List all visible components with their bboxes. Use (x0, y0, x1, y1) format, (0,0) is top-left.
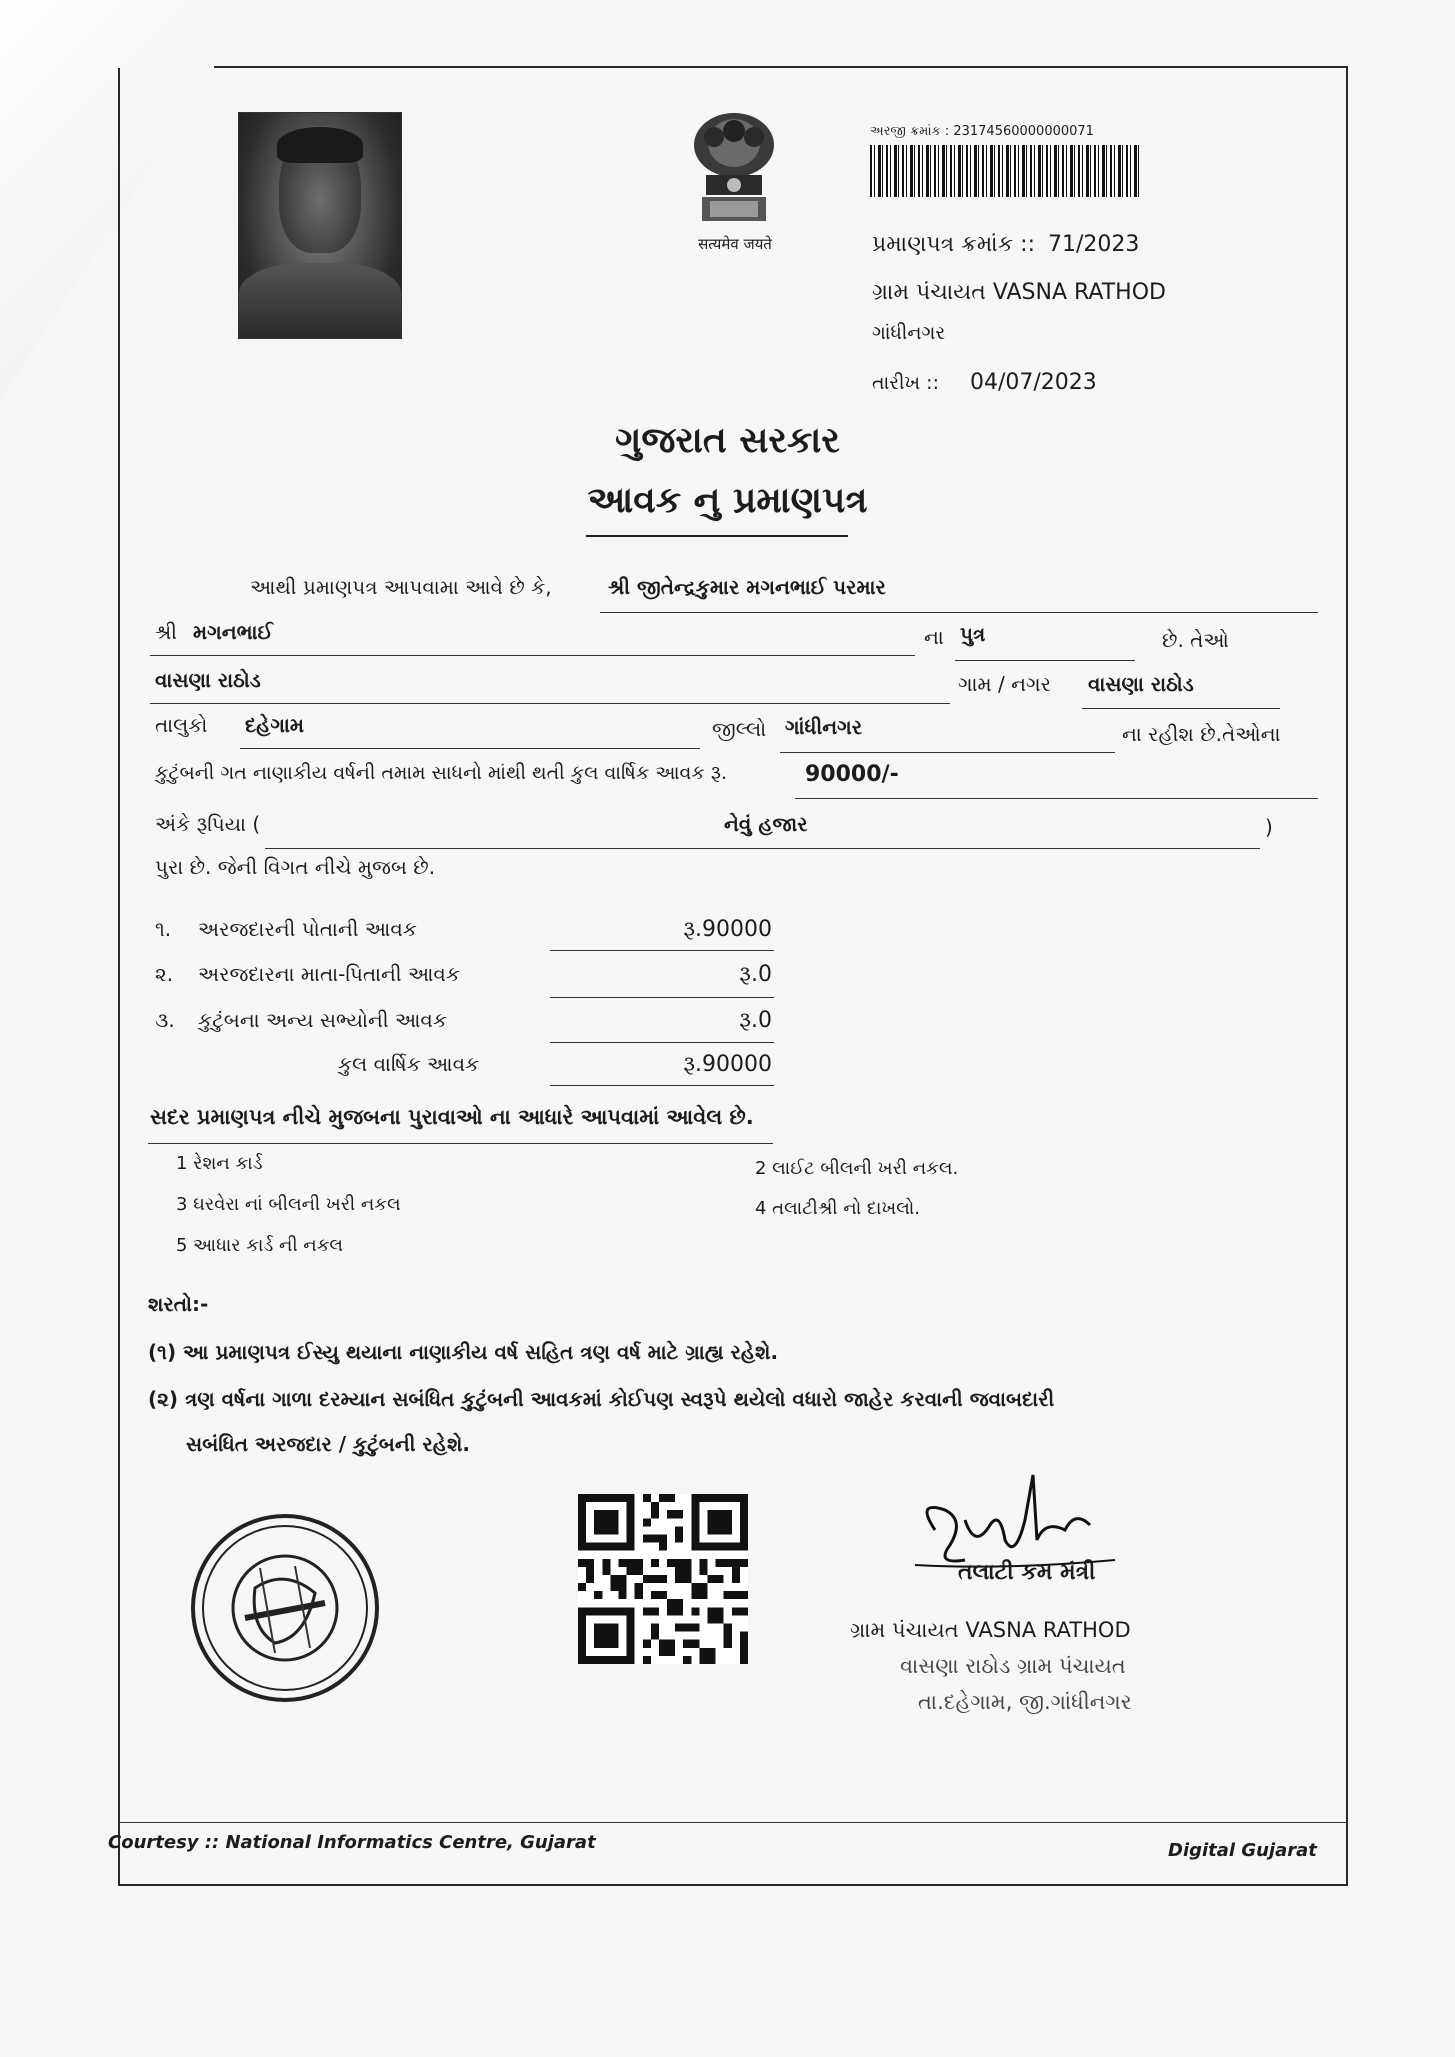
proof-item-5: 5 આધાર કાર્ડ ની નકલ (176, 1235, 344, 1256)
income-sentence: કુટુંબની ગત નાણાકીય વર્ષની તમામ સાધનો માંથી થતી કુલ વાર્ષિક આવક રૂ. (155, 762, 727, 784)
condition-2-cont: સબંધિત અરજદાર / કુટુંબની રહેશે. (186, 1432, 470, 1456)
resident-text: ના રહીશ છે.તેઓના (1122, 722, 1281, 746)
income-row-1-label: અરજદારની પોતાની આવક (198, 917, 417, 941)
underline-taluka (240, 748, 700, 749)
underline-row-2 (550, 997, 774, 998)
footer-brand: Digital Gujarat (1168, 1840, 1317, 1861)
proof-item-1: 1 રેશન કાર્ડ (176, 1153, 263, 1174)
signatory-designation: તલાટી કમ મંત્રી (958, 1560, 1096, 1585)
certificate-number-label: પ્રમાણપત્ર ક્રમાંક :: (872, 232, 1035, 257)
panchayat-name: ગ્રામ પંચાયત VASNA RATHOD (872, 280, 1166, 305)
certificate-number: 71/2023 (1048, 232, 1140, 257)
signature-stamp-line-2: તા.દહેગામ, જી.ગાંધીનગર (918, 1690, 1132, 1714)
barcode (870, 145, 1140, 197)
qr-code (578, 1494, 748, 1664)
shri-label: શ્રી (155, 620, 178, 644)
income-row-3-no: ૩. (155, 1008, 175, 1032)
address: વાસણા રાઠોડ (155, 668, 261, 692)
national-emblem-icon (673, 105, 795, 235)
underline-applicant (600, 612, 1318, 613)
certificate-number-row (872, 232, 1139, 257)
income-row-2-amount: રૂ.0 (739, 962, 772, 987)
emblem-motto: सत्यमेव जयते (698, 235, 772, 253)
footer-divider (118, 1822, 1348, 1823)
certificate-title: આવક નુ પ્રમાણપત્ર (587, 480, 868, 521)
underline-address (150, 703, 950, 704)
total-income-label: કુલ વાર્ષિક આવક (338, 1052, 480, 1076)
income-row-2-no: ૨. (155, 962, 174, 986)
proof-item-2: 2 લાઈટ બીલની ખરી નકલ. (755, 1158, 959, 1179)
income-row-1-amount: રૂ.90000 (683, 917, 772, 942)
income-in-words: નેવું હજાર (724, 812, 808, 836)
district-label: જીલ્લો (712, 717, 767, 741)
underline-father (150, 655, 915, 656)
title-underline (586, 535, 848, 537)
total-income-amount: રૂ.90000 (683, 1052, 772, 1077)
condition-1: (૧) આ પ્રમાણપત્ર ઈસ્યુ થયાના નાણાકીય વર્ષ સહિત ત્રણ વર્ષ માટે ગ્રાહ્ય રહેશે. (148, 1340, 779, 1364)
intro-text: આથી પ્રમાણપત્ર આપવામા આવે છે કે, (250, 575, 552, 599)
income-amount: 90000/- (805, 762, 899, 787)
underline-village (1082, 708, 1280, 709)
underline-row-3 (550, 1042, 774, 1043)
underline-income (795, 798, 1318, 799)
conditions-heading: શરતો:- (148, 1292, 209, 1316)
income-row-3-label: કુટુંબના અન્ય સભ્યોની આવક (198, 1008, 447, 1032)
taluka-label: તાલુકો (155, 713, 208, 737)
applicant-name: શ્રી જીતેન્દ્રકુમાર મગનભાઈ પરમાર (608, 575, 886, 599)
date-row (872, 370, 1097, 395)
application-number: અરજી ક્રમાંક : 23174560000000071 (870, 124, 1094, 139)
proof-item-3: 3 ઘરવેરા નાં બીલની ખરી નકલ (176, 1194, 401, 1215)
district: ગાંધીનગર (785, 715, 863, 739)
taluka: દહેગામ (245, 713, 305, 737)
chhe-teo: છે. તેઓ (1162, 628, 1229, 652)
underline-row-1 (550, 950, 774, 951)
close-paren: ) (1265, 815, 1273, 839)
condition-2: (૨) ત્રણ વર્ષના ગાળા દરમ્યાન સબંધિત કુટુંબની આવકમાં કોઈપણ સ્વરૂપે થયેલો વધારો જાહેર કરવાની જવાબદારી (148, 1387, 1055, 1411)
na-label: ના (924, 625, 944, 649)
panchayat-stamp-icon (185, 1508, 385, 1708)
underline-proofs (148, 1143, 773, 1144)
details-line: પુરા છે. જેની વિગત નીચે મુજબ છે. (155, 855, 436, 879)
underline-total (550, 1085, 774, 1086)
father-name: મગનભાઈ (193, 620, 273, 644)
applicant-photo (238, 112, 402, 339)
village: વાસણા રાઠોડ (1088, 672, 1194, 696)
income-row-3-amount: રૂ.0 (739, 1008, 772, 1033)
header-district: ગાંધીનગર (872, 322, 946, 344)
proof-item-4: 4 તલાટીશ્રી નો દાખલો. (755, 1198, 921, 1219)
proofs-heading: સદર પ્રમાણપત્ર નીચે મુજબના પુરાવાઓ ના આધારે આપવામાં આવેલ છે. (150, 1105, 754, 1129)
underline-words (265, 848, 1260, 849)
relation: પુત્ર (960, 622, 986, 646)
footer-courtesy: Courtesy :: National Informatics Centre, Gujarat (108, 1832, 596, 1853)
signature-panchayat: ગ્રામ પંચાયત VASNA RATHOD (850, 1618, 1131, 1642)
issue-date: 04/07/2023 (969, 370, 1097, 395)
government-title: ગુજરાત સરકાર (615, 420, 840, 461)
income-row-2-label: અરજદારના માતા-પિતાની આવક (198, 962, 460, 986)
village-label: ગામ / નગર (958, 672, 1051, 696)
in-words-label: અંકે રૂપિયા ( (155, 812, 261, 836)
underline-relation (955, 660, 1135, 661)
date-label: તારીખ :: (872, 372, 939, 394)
signature-stamp-line-1: વાસણા રાઠોડ ગ્રામ પંચાયત (900, 1654, 1126, 1678)
income-row-1-no: ૧. (155, 917, 172, 941)
underline-district (780, 752, 1115, 753)
